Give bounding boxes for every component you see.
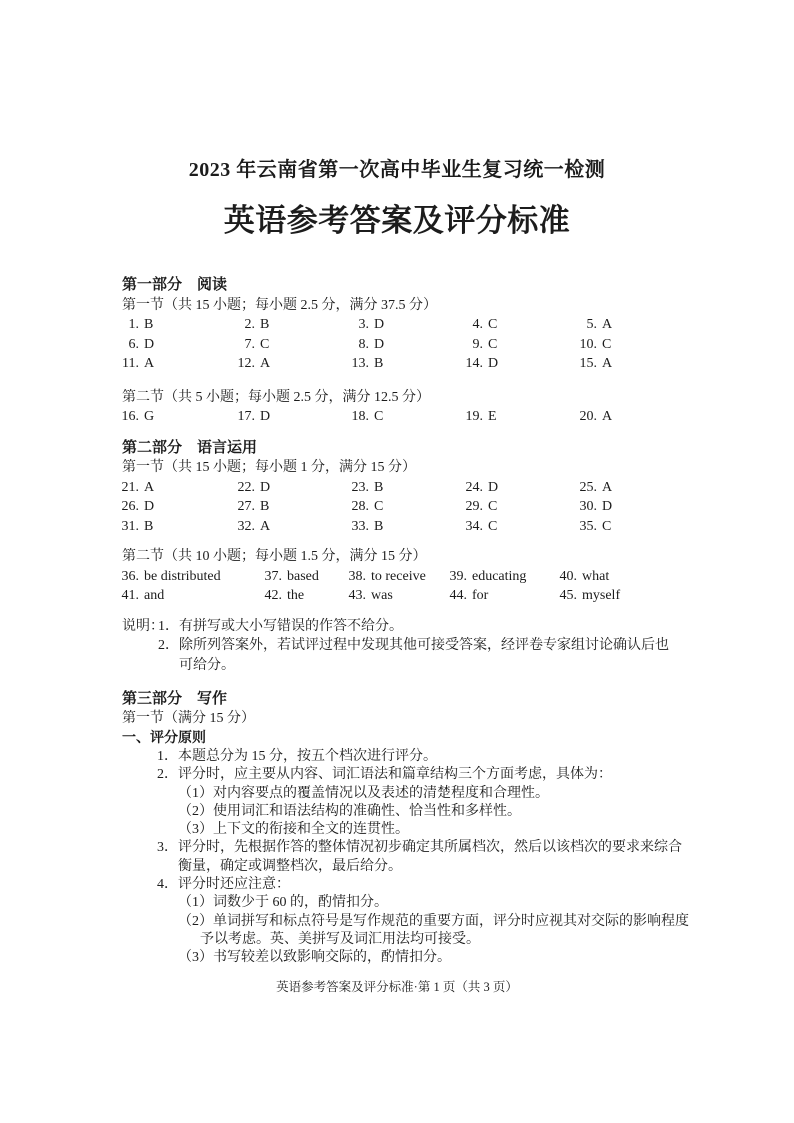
question-number: 10. [579, 336, 597, 352]
answer-cell [346, 586, 447, 606]
question-number: 18. [351, 409, 369, 424]
answer-value: B [260, 317, 270, 332]
note-item [122, 636, 722, 656]
note-number: 1． [158, 618, 179, 634]
item-text: 评分时，应主要从内容、词汇语法和篇章结构三个方面考虑，具体为： [178, 767, 612, 783]
question-number: 31. [121, 518, 139, 534]
question-number: 38. [348, 568, 366, 584]
page-title: 英语参考答案及评分标准 [223, 203, 571, 238]
answer-cell [463, 517, 577, 537]
part1-section2-intro: 第二节（共 5 小题；每小题 2.5 分，满分 12.5 分） [122, 389, 430, 405]
list-item [122, 766, 722, 784]
answer-cell [463, 407, 577, 427]
answer-value: be distributed [144, 568, 221, 584]
question-number: 7. [244, 336, 255, 352]
answer-cell [119, 407, 235, 427]
answer-cell [577, 517, 722, 537]
question-number: 1. [128, 317, 139, 332]
question-number: 39. [449, 568, 467, 584]
answer-value: C [488, 499, 498, 514]
scoring-principles-heading: 一、评分原则 [122, 730, 206, 746]
subitem-text: 书写较差以致影响交际的，酌情扣分。 [213, 950, 451, 966]
answer-cell [119, 497, 235, 517]
answer-value: A [602, 317, 613, 332]
answer-cell [235, 517, 349, 537]
list-subitem [122, 803, 722, 821]
answer-cell [235, 497, 349, 517]
part3-heading: 第三部分 写作 [122, 690, 228, 707]
question-number: 13. [351, 356, 369, 371]
list-subitem [122, 913, 722, 931]
question-number: 24. [465, 479, 483, 495]
answer-value: educating [472, 568, 527, 584]
answer-value: A [260, 518, 271, 534]
answer-value: A [602, 479, 613, 495]
answer-cell [235, 478, 349, 498]
subitem-number: （3） [178, 822, 213, 838]
document-body [122, 276, 722, 968]
item-number: 3． [157, 840, 178, 856]
question-number: 43. [348, 588, 366, 603]
part3-section-intro: 第一节（满分 15 分） [122, 711, 255, 726]
answer-cell [235, 354, 349, 374]
subitem-text: 上下文的衔接和全文的连贯性。 [213, 822, 409, 838]
answer-cell [235, 315, 349, 335]
answer-cell [346, 567, 447, 587]
answer-value: A [602, 409, 613, 424]
answer-cell [119, 586, 262, 606]
question-number: 2. [244, 317, 255, 332]
answer-cell [262, 586, 346, 606]
answer-cell [463, 315, 577, 335]
question-number: 25. [579, 479, 597, 495]
answer-cell [577, 315, 722, 335]
footer-page-label: 英语参考答案及评分标准·第 1 页（共 3 页） [276, 980, 518, 994]
answer-cell [349, 407, 463, 427]
question-number: 37. [264, 568, 282, 584]
question-number: 30. [579, 499, 597, 514]
answer-value: myself [582, 588, 621, 603]
subitem-number: （2） [178, 913, 213, 929]
answer-value: B [144, 518, 154, 534]
list-item [122, 748, 722, 766]
answer-cell [463, 335, 577, 355]
part2-heading: 第二部分 语言运用 [122, 439, 258, 456]
answer-value: A [602, 356, 613, 371]
answer-value: C [260, 336, 270, 352]
answer-grid-language-section2 [119, 567, 722, 606]
answer-cell [119, 315, 235, 335]
answer-cell [557, 567, 722, 587]
answer-value: D [374, 317, 385, 332]
answer-grid-reading-section2 [119, 407, 722, 427]
question-number: 41. [121, 588, 139, 603]
question-number: 28. [351, 499, 369, 514]
answer-value: D [488, 479, 499, 495]
answer-cell [447, 567, 557, 587]
list-subitem [122, 894, 722, 912]
answer-cell [577, 354, 722, 374]
answer-value: C [374, 499, 384, 514]
answer-value: G [144, 409, 155, 424]
question-number: 12. [237, 356, 255, 371]
answer-value: C [488, 518, 498, 534]
question-number: 35. [579, 518, 597, 534]
subitem-number: （1） [178, 785, 213, 801]
answer-cell [119, 567, 262, 587]
answer-cell [349, 497, 463, 517]
answer-cell [235, 335, 349, 355]
item-number: 2． [157, 767, 178, 783]
answer-value: C [602, 518, 612, 534]
answer-value: A [144, 356, 155, 371]
part2-section2-intro: 第二节（共 10 小题；每小题 1.5 分，满分 15 分） [122, 549, 427, 564]
answer-cell [349, 335, 463, 355]
subitem-number: （3） [178, 950, 213, 966]
question-number: 22. [237, 479, 255, 495]
answer-cell [119, 517, 235, 537]
question-number: 45. [559, 588, 577, 603]
answer-cell [577, 407, 722, 427]
answer-value: B [260, 499, 270, 514]
item-text: 评分时还应注意： [178, 877, 290, 893]
answer-cell [447, 586, 557, 606]
answer-value: B [144, 317, 154, 332]
answer-value: was [371, 588, 393, 603]
answer-cell [463, 497, 577, 517]
question-number: 40. [559, 568, 577, 584]
answer-value: D [602, 499, 613, 514]
question-number: 26. [121, 499, 139, 514]
exam-title: 2023 年云南省第一次高中毕业生复习统一检测 [188, 159, 606, 181]
item-text: 评分时，先根据作答的整体情况初步确定其所属档次，然后以该档次的要求来综合 [178, 840, 682, 856]
part2-section1-intro: 第一节（共 15 小题；每小题 1 分，满分 15 分） [122, 460, 416, 475]
question-number: 19. [465, 409, 483, 424]
question-number: 33. [351, 518, 369, 534]
answer-value: the [287, 588, 305, 603]
list-subitem-continuation: 予以考虑。英、美拼写及词汇用法均可接受。 [200, 931, 480, 947]
answer-cell [349, 354, 463, 374]
question-number: 15. [579, 356, 597, 371]
list-item-continuation: 衡量，确定或调整档次，最后给分。 [178, 858, 402, 874]
answer-cell [349, 478, 463, 498]
question-number: 14. [465, 356, 483, 371]
answer-value: to receive [371, 568, 426, 584]
subitem-text: 使用词汇和语法结构的准确性、恰当性和多样性。 [213, 803, 521, 819]
subitem-text: 对内容要点的覆盖情况以及表述的清楚程度和合理性。 [213, 785, 549, 801]
subitem-text: 词数少于 60 的，酌情扣分。 [213, 895, 388, 911]
answer-cell [557, 586, 722, 606]
answer-value: C [488, 336, 498, 352]
part1-heading: 第一部分 阅读 [122, 277, 228, 293]
answer-value: C [602, 336, 612, 352]
answer-cell [577, 335, 722, 355]
answer-cell [119, 335, 235, 355]
question-number: 6. [128, 336, 139, 352]
answer-value: D [374, 336, 385, 352]
question-number: 32. [237, 518, 255, 534]
answer-value: B [374, 479, 384, 495]
item-number: 4． [157, 877, 178, 893]
question-number: 11. [122, 356, 139, 371]
answer-value: D [144, 499, 155, 514]
scoring-principles-list [122, 748, 722, 968]
question-number: 36. [121, 568, 139, 584]
note-text: 有拼写或大小写错误的作答不给分。 [179, 618, 403, 634]
list-item [122, 839, 722, 857]
question-number: 23. [351, 479, 369, 495]
answer-cell [119, 354, 235, 374]
answer-value: A [144, 479, 155, 495]
question-number: 17. [237, 409, 255, 424]
answer-cell [463, 478, 577, 498]
subitem-number: （1） [178, 895, 213, 911]
list-subitem [122, 785, 722, 803]
answer-value: A [260, 356, 271, 371]
answer-value: B [374, 518, 384, 534]
item-number: 1． [157, 749, 178, 764]
answer-cell [463, 354, 577, 374]
note-item [122, 617, 722, 637]
list-subitem [122, 949, 722, 967]
note-item-continuation: 可给分。 [179, 657, 235, 673]
question-number: 5. [586, 317, 597, 332]
answer-value: C [488, 317, 498, 332]
answer-value: D [488, 356, 499, 371]
question-number: 29. [465, 499, 483, 514]
question-number: 4. [472, 317, 483, 332]
question-number: 9. [472, 336, 483, 352]
question-number: 20. [579, 409, 597, 424]
answer-value: based [287, 568, 319, 584]
subitem-number: （2） [178, 803, 213, 819]
question-number: 16. [121, 409, 139, 424]
answer-cell [235, 407, 349, 427]
answer-value: D [260, 479, 271, 495]
answer-value: what [582, 568, 610, 584]
notes-block [122, 617, 722, 676]
answer-value: C [374, 409, 384, 424]
answer-grid-language-section1 [119, 478, 722, 537]
answer-value: E [488, 409, 497, 424]
answer-value: B [374, 356, 384, 371]
subitem-text: 单词拼写和标点符号是写作规范的重要方面，评分时应视其对交际的影响程度 [213, 913, 689, 929]
question-number: 3. [358, 317, 369, 332]
answer-grid-reading-section1 [119, 315, 722, 374]
answer-cell [119, 478, 235, 498]
notes-label: 说明： [122, 618, 164, 634]
question-number: 34. [465, 518, 483, 534]
question-number: 44. [449, 588, 467, 603]
answer-value: D [260, 409, 271, 424]
item-text: 本题总分为 15 分，按五个档次进行评分。 [178, 749, 437, 764]
question-number: 21. [121, 479, 139, 495]
answer-value: D [144, 336, 155, 352]
answer-cell [262, 567, 346, 587]
answer-cell [349, 315, 463, 335]
list-subitem [122, 821, 722, 839]
question-number: 42. [264, 588, 282, 603]
answer-cell [577, 478, 722, 498]
question-number: 8. [358, 336, 369, 352]
note-text: 除所列答案外，若试评过程中发现其他可接受答案，经评卷专家组讨论确认后也 [179, 638, 669, 653]
answer-value: and [144, 588, 165, 603]
list-item [122, 876, 722, 894]
note-number: 2． [158, 638, 179, 653]
part1-section1-intro: 第一节（共 15 小题；每小题 2.5 分，满分 37.5 分） [122, 297, 437, 313]
question-number: 27. [237, 499, 255, 514]
answer-cell [349, 517, 463, 537]
answer-cell [577, 497, 722, 517]
answer-value: for [472, 588, 489, 603]
